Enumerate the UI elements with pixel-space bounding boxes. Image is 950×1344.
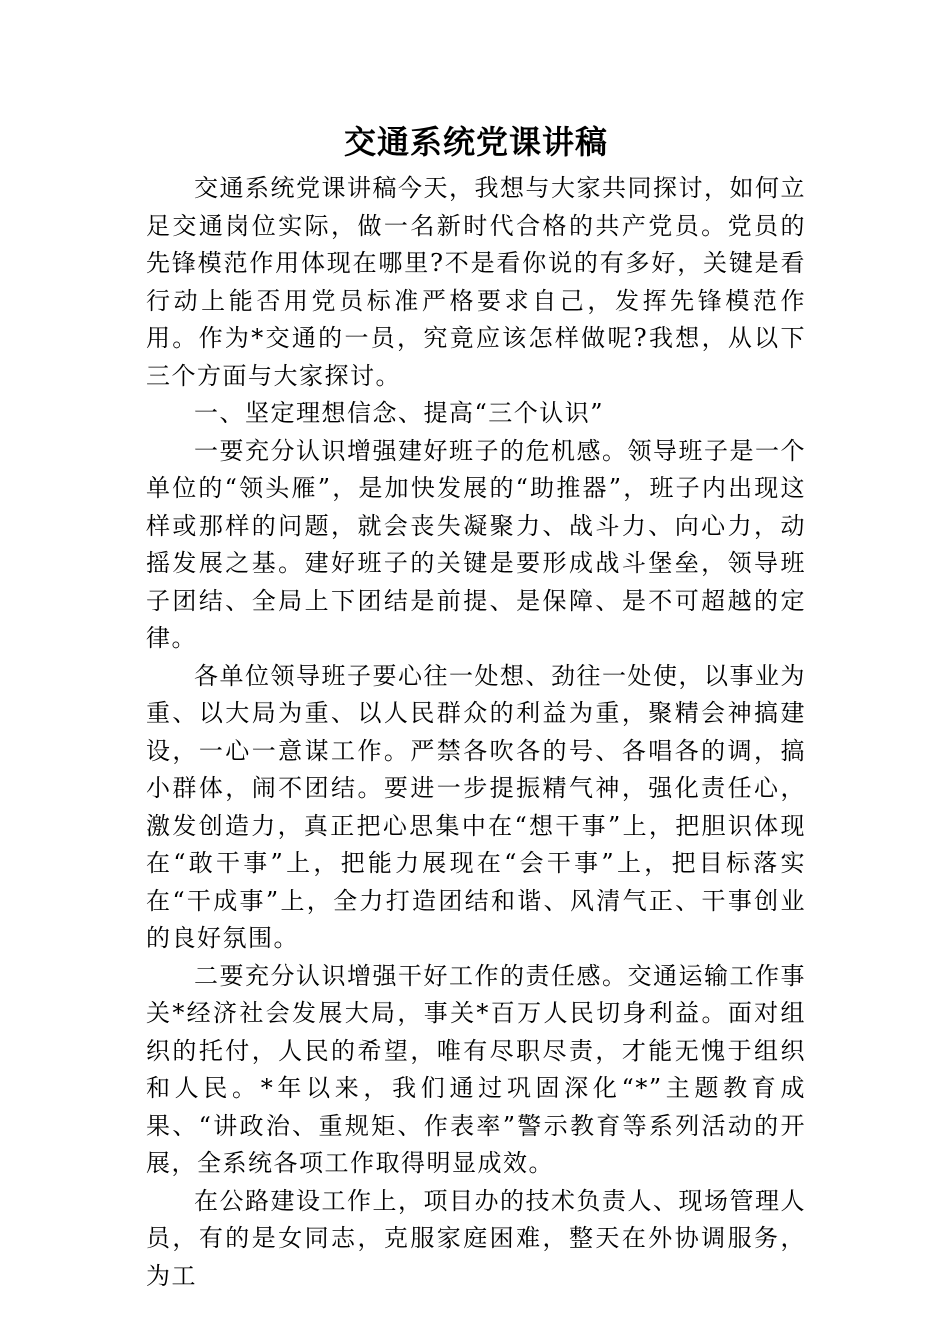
paragraph-responsibility: 二要充分认识增强干好工作的责任感。交通运输工作事关*经济社会发展大局，事关*百万人民切身利益。面对组织的托付，人民的希望，唯有尽职尽责，才能无愧于组织和人民。*年以来，我们通过巩固深化“*”主题教育成果、“讲政治、重规矩、作表率”警示教育等系列活动的开展，全系统各项工作取得明显成效。 bbox=[146, 961, 806, 1177]
section-heading-1: 一、坚定理想信念、提高“三个认识” bbox=[194, 399, 605, 427]
paragraph-road-construction: 在公路建设工作上，项目办的技术负责人、现场管理人员，有的是女同志，克服家庭困难，整天在外协调服务，为工 bbox=[146, 1186, 806, 1290]
paragraph-intro: 交通系统党课讲稿今天，我想与大家共同探讨，如何立足交通岗位实际，做一名新时代合格的共产党员。党员的先锋模范作用体现在哪里?不是看你说的有多好，关键是看行动上能否用党员标准严格要求自己，发挥先锋模范作用。作为*交通的一员，究竟应该怎样做呢?我想，从以下三个方面与大家探讨。 bbox=[146, 174, 806, 390]
paragraph-unity: 各单位领导班子要心往一处想、劲往一处使，以事业为重、以大局为重、以人民群众的利益为重，聚精会神搞建设，一心一意谋工作。严禁各吹各的号、各唱各的调，搞小群体，闹不团结。要进一步提振精气神，强化责任心，激发创造力，真正把心思集中在“想干事”上，把胆识体现在“敢干事”上，把能力展现在“会干事”上，把目标落实在“干成事”上，全力打造团结和谐、风清气正、干事创业的良好氛围。 bbox=[146, 661, 806, 952]
document-page bbox=[146, 118, 806, 1295]
paragraph-leadership: 一要充分认识增强建好班子的危机感。领导班子是一个单位的“领头雁”，是加快发展的“助推器”，班子内出现这样或那样的问题，就会丧失凝聚力、战斗力、向心力，动摇发展之基。建好班子的关键是要形成战斗堡垒，领导班子团结、全局上下团结是前提、是保障、是不可超越的定律。 bbox=[146, 436, 806, 652]
document-title: 交通系统党课讲稿 bbox=[343, 123, 608, 161]
